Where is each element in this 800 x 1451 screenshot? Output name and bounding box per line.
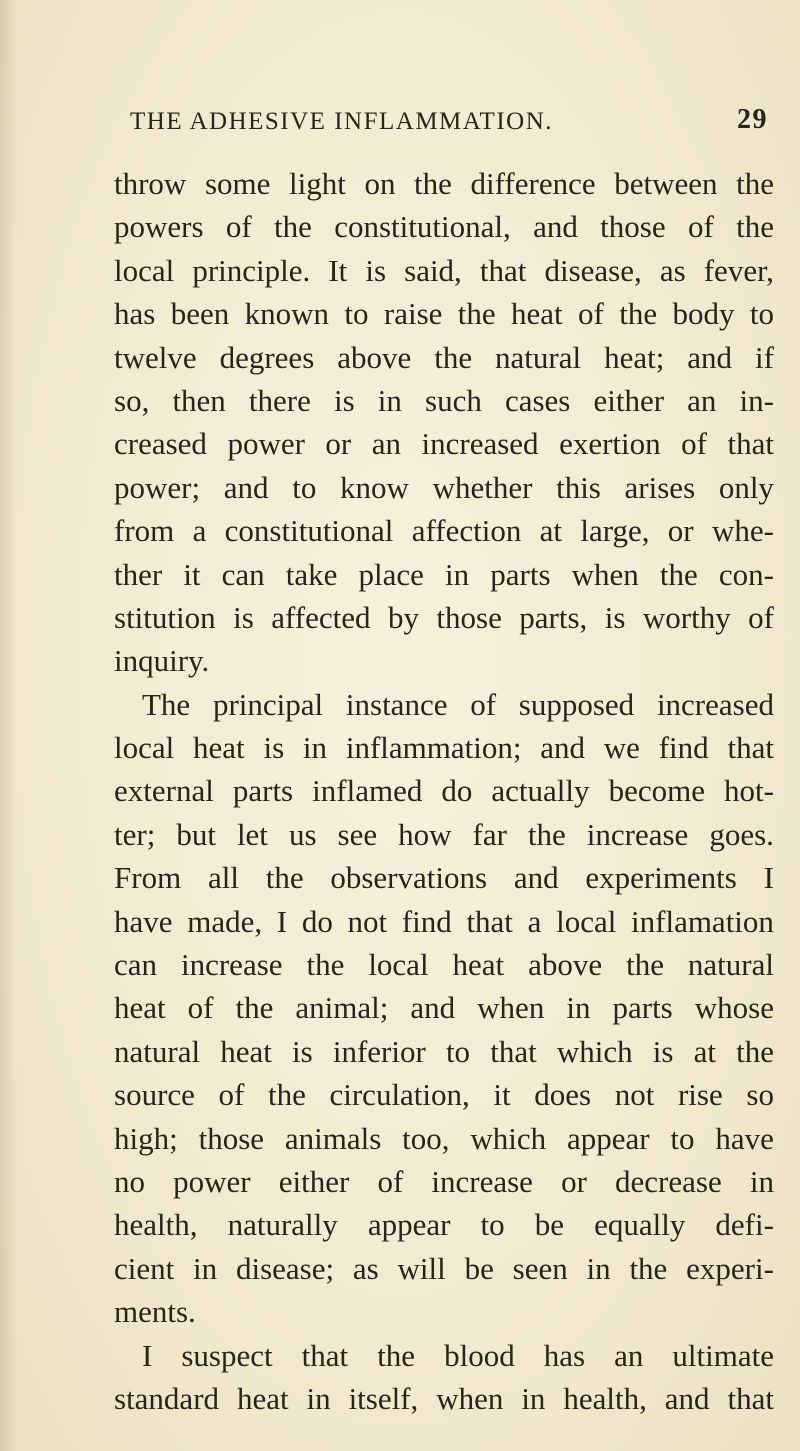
word: observations bbox=[330, 860, 488, 896]
word: us bbox=[288, 816, 317, 852]
text-line bbox=[114, 1290, 774, 1333]
word: I bbox=[763, 860, 774, 896]
word: when bbox=[571, 556, 639, 592]
word: external bbox=[114, 773, 214, 809]
word: be bbox=[534, 1207, 564, 1243]
word: high; bbox=[114, 1120, 178, 1156]
word: at bbox=[539, 513, 563, 549]
word: arises bbox=[624, 469, 696, 505]
word: find bbox=[658, 730, 709, 766]
word: local bbox=[556, 903, 617, 939]
word: raise bbox=[383, 296, 443, 332]
word: an bbox=[614, 1337, 644, 1373]
text-line bbox=[114, 336, 774, 379]
word: from bbox=[114, 513, 175, 549]
word: the bbox=[434, 339, 473, 375]
word: so, bbox=[114, 382, 150, 418]
word: heat bbox=[511, 296, 563, 332]
word: in bbox=[566, 990, 591, 1026]
word: con- bbox=[718, 556, 774, 592]
word: heat bbox=[452, 947, 505, 983]
word: all bbox=[207, 860, 239, 896]
word: has bbox=[114, 296, 156, 332]
word: the bbox=[235, 990, 274, 1026]
word: does bbox=[534, 1077, 592, 1113]
word: disease; bbox=[235, 1250, 335, 1286]
word: has bbox=[543, 1337, 586, 1373]
word: supposed bbox=[518, 686, 635, 722]
word: of bbox=[218, 1077, 245, 1113]
word: heat bbox=[114, 990, 166, 1026]
word: cient bbox=[114, 1250, 175, 1286]
word: above bbox=[337, 339, 412, 375]
word: either bbox=[593, 382, 665, 418]
word: rise bbox=[677, 1077, 723, 1113]
word: it bbox=[183, 556, 201, 592]
word: an bbox=[687, 382, 717, 418]
word: in bbox=[749, 1163, 774, 1199]
word: defi- bbox=[715, 1207, 774, 1243]
word: we bbox=[603, 730, 640, 766]
word: at bbox=[693, 1033, 716, 1069]
word: the bbox=[629, 1250, 668, 1286]
word: will bbox=[397, 1250, 446, 1286]
word: the bbox=[274, 209, 312, 245]
page-fold-shadow bbox=[0, 0, 18, 1451]
word: the bbox=[306, 947, 345, 983]
word: powers bbox=[114, 209, 204, 245]
word: blood bbox=[444, 1337, 515, 1373]
word: or bbox=[325, 426, 352, 462]
word: is bbox=[652, 1033, 674, 1069]
word: is bbox=[233, 599, 254, 635]
word: do bbox=[301, 903, 333, 939]
word: far bbox=[472, 816, 507, 852]
word: and bbox=[223, 469, 269, 505]
word: suspect bbox=[181, 1337, 273, 1373]
word: see bbox=[337, 816, 378, 852]
word: by bbox=[387, 599, 419, 635]
word: ter; bbox=[114, 816, 156, 852]
text-line bbox=[114, 1377, 774, 1420]
running-title: THE ADHESIVE INFLAMMATION. bbox=[130, 108, 554, 135]
word: itself, bbox=[348, 1380, 419, 1416]
text-line bbox=[114, 813, 774, 856]
word: of bbox=[687, 209, 714, 245]
word: constitutional, bbox=[334, 209, 511, 245]
word: in- bbox=[739, 382, 774, 418]
word: only bbox=[718, 469, 774, 505]
word: decrease bbox=[615, 1163, 722, 1199]
word: said, bbox=[404, 252, 462, 288]
word: no bbox=[114, 1163, 145, 1199]
word: increase bbox=[586, 816, 689, 852]
word: those bbox=[600, 209, 666, 245]
word: of bbox=[748, 599, 774, 635]
word: inquiry. bbox=[114, 643, 210, 679]
word: experiments bbox=[585, 860, 737, 896]
word: of bbox=[681, 426, 707, 462]
word: ultimate bbox=[672, 1337, 774, 1373]
word: affection bbox=[411, 513, 522, 549]
word: the bbox=[377, 1337, 416, 1373]
word: to bbox=[344, 296, 369, 332]
word: heat; bbox=[604, 339, 665, 375]
word: naturally bbox=[227, 1207, 338, 1243]
word: is bbox=[292, 1033, 313, 1069]
word: The bbox=[142, 686, 191, 722]
word: not bbox=[347, 903, 388, 939]
word: when bbox=[436, 1380, 504, 1416]
word: natural bbox=[495, 339, 582, 375]
word: that bbox=[727, 1380, 774, 1416]
word: on bbox=[364, 166, 396, 201]
word: either bbox=[278, 1163, 350, 1199]
word: parts, bbox=[519, 599, 588, 635]
word: in bbox=[521, 1380, 546, 1416]
word: so bbox=[746, 1077, 774, 1113]
word: affected bbox=[271, 599, 371, 635]
body-text bbox=[114, 162, 774, 1420]
text-line bbox=[114, 769, 774, 812]
word: of bbox=[225, 209, 252, 245]
word: power; bbox=[114, 469, 201, 505]
word: large, bbox=[580, 513, 650, 549]
word: which bbox=[470, 1120, 547, 1156]
word: have bbox=[715, 1120, 774, 1156]
word: creased bbox=[114, 426, 207, 462]
word: power bbox=[173, 1163, 251, 1199]
text-line bbox=[114, 466, 774, 509]
word: and bbox=[513, 860, 559, 896]
word: made, bbox=[187, 903, 263, 939]
word: to bbox=[749, 296, 774, 332]
text-line bbox=[114, 1160, 774, 1203]
word: inflamation bbox=[631, 903, 774, 939]
word: exertion bbox=[559, 426, 661, 462]
word: as bbox=[352, 1250, 379, 1286]
word: the bbox=[457, 296, 496, 332]
word: those bbox=[436, 599, 502, 635]
word: in bbox=[302, 730, 328, 766]
text-line bbox=[114, 509, 774, 552]
text-line bbox=[114, 379, 774, 422]
word: the bbox=[736, 1033, 774, 1069]
word: that bbox=[479, 252, 527, 288]
word: can bbox=[114, 947, 158, 983]
text-line bbox=[114, 553, 774, 596]
word: local bbox=[114, 252, 175, 288]
word: or bbox=[561, 1163, 587, 1199]
running-head bbox=[130, 100, 768, 140]
word: can bbox=[221, 556, 265, 592]
word: local bbox=[368, 947, 429, 983]
word: but bbox=[176, 816, 216, 852]
text-line bbox=[114, 292, 774, 335]
word: parts bbox=[490, 556, 551, 592]
word: in bbox=[306, 1380, 331, 1416]
word: in bbox=[445, 556, 470, 592]
word: there bbox=[248, 382, 311, 418]
word: disease, bbox=[544, 252, 642, 288]
word: is bbox=[263, 730, 285, 766]
word: appear bbox=[566, 1120, 650, 1156]
word: fever, bbox=[703, 252, 774, 288]
text-line bbox=[114, 596, 774, 639]
word: power bbox=[227, 426, 305, 462]
word: whose bbox=[694, 990, 774, 1026]
word: health, bbox=[114, 1207, 198, 1243]
word: the bbox=[736, 166, 774, 201]
word: constitutional bbox=[224, 513, 394, 549]
word: and bbox=[540, 730, 586, 766]
word: find bbox=[401, 903, 452, 939]
word: parts bbox=[612, 990, 673, 1026]
word: instance bbox=[345, 686, 448, 722]
word: become bbox=[608, 773, 705, 809]
word: of bbox=[578, 296, 604, 332]
word: heat bbox=[220, 1033, 272, 1069]
word: in bbox=[193, 1250, 218, 1286]
word: of bbox=[187, 990, 214, 1026]
word: know bbox=[340, 469, 409, 505]
word: source bbox=[114, 1077, 195, 1113]
word: From bbox=[114, 860, 182, 896]
text-line bbox=[114, 900, 774, 943]
word: that bbox=[727, 426, 774, 462]
word: hot- bbox=[723, 773, 774, 809]
word: stitution bbox=[114, 599, 216, 635]
word: a bbox=[527, 903, 542, 939]
word: some bbox=[204, 166, 271, 201]
word: known bbox=[244, 296, 329, 332]
word: to bbox=[292, 469, 317, 505]
word: standard bbox=[114, 1380, 220, 1416]
word: be bbox=[464, 1250, 494, 1286]
word: which bbox=[556, 1033, 633, 1069]
word: principle. bbox=[192, 252, 311, 288]
word: twelve bbox=[114, 339, 197, 375]
word: in bbox=[586, 1250, 611, 1286]
word: goes. bbox=[709, 816, 774, 852]
word: the bbox=[265, 860, 304, 896]
word: increased bbox=[421, 426, 539, 462]
word: is bbox=[365, 252, 387, 288]
word: when bbox=[477, 990, 545, 1026]
word: seen bbox=[512, 1250, 568, 1286]
word: whe- bbox=[711, 513, 774, 549]
text-line bbox=[114, 249, 774, 292]
word: heat bbox=[236, 1380, 289, 1416]
word: that bbox=[301, 1337, 349, 1373]
word: it bbox=[493, 1077, 511, 1113]
word: have bbox=[114, 903, 173, 939]
word: natural bbox=[114, 1033, 201, 1069]
word: cases bbox=[504, 382, 571, 418]
word: this bbox=[556, 469, 601, 505]
word: the bbox=[619, 296, 658, 332]
word: if bbox=[754, 339, 774, 375]
word: animals bbox=[284, 1120, 382, 1156]
word: throw bbox=[114, 166, 187, 201]
text-line bbox=[114, 856, 774, 899]
word: to bbox=[445, 1033, 471, 1069]
word: increase bbox=[431, 1163, 533, 1199]
text-line bbox=[114, 1247, 774, 1290]
word: the bbox=[659, 556, 698, 592]
word: ments. bbox=[114, 1294, 196, 1330]
word: above bbox=[528, 947, 603, 983]
word: increased bbox=[656, 686, 774, 722]
word: whether bbox=[432, 469, 533, 505]
word: is bbox=[334, 382, 355, 418]
word: the bbox=[626, 947, 664, 983]
word: worthy bbox=[642, 599, 731, 635]
word: place bbox=[358, 556, 424, 592]
word: inferior bbox=[332, 1033, 426, 1069]
word: not bbox=[614, 1077, 655, 1113]
word: degrees bbox=[219, 339, 315, 375]
word: such bbox=[425, 382, 482, 418]
word: how bbox=[398, 816, 452, 852]
text-line bbox=[114, 205, 774, 248]
word: of bbox=[377, 1163, 404, 1199]
word: been bbox=[170, 296, 230, 332]
word: the bbox=[527, 816, 566, 852]
text-line bbox=[114, 1117, 774, 1160]
word: inflamed bbox=[312, 773, 423, 809]
word: body bbox=[672, 296, 735, 332]
word: increase bbox=[180, 947, 283, 983]
word: that bbox=[727, 730, 774, 766]
word: to bbox=[670, 1120, 695, 1156]
word: light bbox=[288, 166, 346, 201]
word: heat bbox=[193, 730, 245, 766]
word: to bbox=[480, 1207, 505, 1243]
word: and bbox=[533, 209, 578, 245]
word: let bbox=[236, 816, 268, 852]
word: It bbox=[328, 252, 348, 288]
word: equally bbox=[594, 1207, 686, 1243]
text-line bbox=[114, 422, 774, 465]
word: the bbox=[414, 166, 452, 201]
word: of bbox=[470, 686, 497, 722]
text-line bbox=[114, 639, 774, 682]
text-line bbox=[114, 943, 774, 986]
text-line bbox=[114, 726, 774, 769]
word: is bbox=[604, 599, 626, 635]
word: and bbox=[664, 1380, 710, 1416]
word: and bbox=[687, 339, 733, 375]
word: the bbox=[736, 209, 774, 245]
text-line bbox=[114, 986, 774, 1029]
word: the bbox=[267, 1077, 306, 1113]
text-line bbox=[114, 1030, 774, 1073]
word: inflammation; bbox=[345, 730, 522, 766]
word: an bbox=[371, 426, 402, 462]
word: difference bbox=[470, 166, 596, 201]
word: do bbox=[441, 773, 473, 809]
page-number: 29 bbox=[737, 104, 768, 135]
word: appear bbox=[367, 1207, 451, 1243]
word: principal bbox=[212, 686, 324, 722]
word: then bbox=[172, 382, 226, 418]
text-line bbox=[114, 162, 774, 205]
word: ther bbox=[114, 556, 163, 592]
word: in bbox=[377, 382, 402, 418]
word: experi- bbox=[686, 1250, 774, 1286]
word: a bbox=[192, 513, 207, 549]
word: as bbox=[659, 252, 686, 288]
word: local bbox=[114, 730, 175, 766]
word: that bbox=[490, 1033, 537, 1069]
word: actually bbox=[491, 773, 590, 809]
word: and bbox=[410, 990, 456, 1026]
word: too, bbox=[402, 1120, 450, 1156]
word: I bbox=[142, 1337, 153, 1373]
text-line bbox=[114, 683, 774, 726]
word: take bbox=[285, 556, 338, 592]
word: those bbox=[198, 1120, 265, 1156]
word: that bbox=[466, 903, 513, 939]
word: between bbox=[614, 166, 718, 201]
text-line bbox=[114, 1203, 774, 1246]
word: parts bbox=[232, 773, 294, 809]
text-line bbox=[114, 1334, 774, 1377]
word: animal; bbox=[295, 990, 389, 1026]
word: health, bbox=[563, 1380, 647, 1416]
word: natural bbox=[687, 947, 774, 983]
word: or bbox=[667, 513, 694, 549]
word: I bbox=[276, 903, 288, 939]
text-line bbox=[114, 1073, 774, 1116]
word: circulation, bbox=[329, 1077, 470, 1113]
